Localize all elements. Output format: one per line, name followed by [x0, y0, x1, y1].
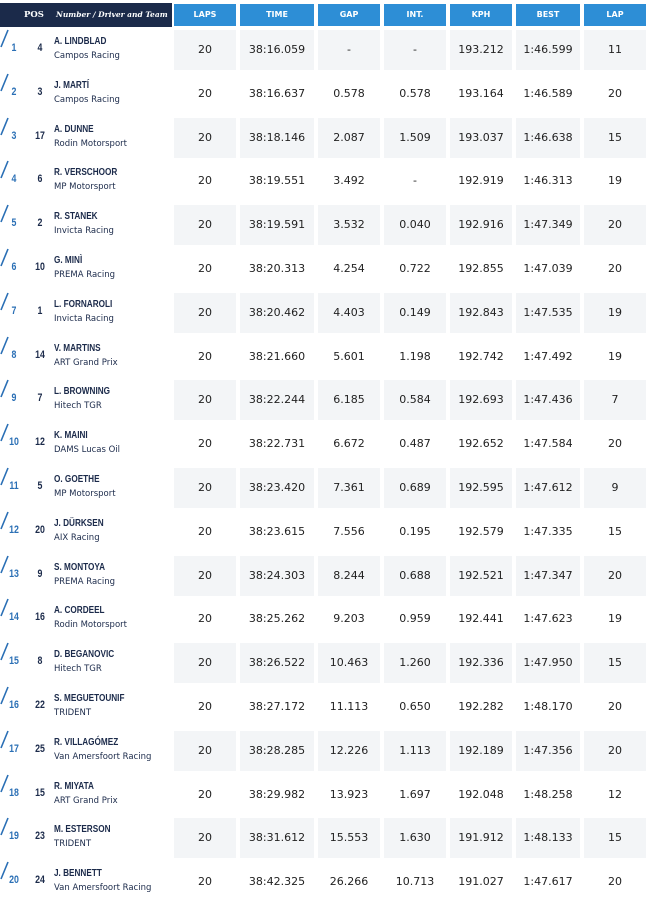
kph-cell: 192.189: [450, 731, 512, 771]
best-lap-number-cell: 20: [584, 862, 646, 902]
team-name: MP Motorsport: [54, 488, 116, 499]
car-number: 25: [35, 742, 45, 755]
interval-cell: 0.040: [384, 205, 446, 245]
position: 20: [9, 874, 19, 887]
best-lap-cell: 1:48.170: [516, 687, 580, 727]
car-number: 15: [35, 786, 45, 799]
best-lap-number-cell: 15: [584, 643, 646, 683]
car-number: 8: [37, 655, 43, 668]
car-number: 1: [37, 304, 43, 317]
laps-cell: 20: [174, 337, 236, 377]
car-number: 16: [35, 611, 45, 624]
table-row: [0, 685, 650, 729]
table-row: [0, 159, 650, 203]
best-lap-number-cell: 7: [584, 380, 646, 420]
laps-cell: 20: [174, 468, 236, 508]
position: 8: [11, 348, 17, 361]
car-number: 4: [37, 42, 43, 54]
gap-cell: 3.532: [318, 205, 380, 245]
interval-cell: 1.198: [384, 337, 446, 377]
best-lap-cell: 1:47.335: [516, 512, 580, 552]
kph-cell: 192.652: [450, 424, 512, 464]
team-name: PREMA Racing: [54, 576, 115, 587]
best-lap-number-cell: 15: [584, 818, 646, 858]
best-lap-number-cell: 20: [584, 205, 646, 245]
header-time: TIME: [240, 4, 314, 26]
interval-cell: 0.584: [384, 380, 446, 420]
car-number: 20: [35, 523, 45, 536]
driver-name: J. MARTÍ: [54, 79, 90, 91]
best-lap-cell: 1:47.347: [516, 556, 580, 596]
laps-cell: 20: [174, 775, 236, 815]
kph-cell: 192.742: [450, 337, 512, 377]
driver-name: R. STANEK: [54, 211, 98, 223]
laps-cell: 20: [174, 643, 236, 683]
gap-cell: 5.601: [318, 337, 380, 377]
driver-name: D. BEGANOVIC: [54, 649, 115, 661]
table-row: [0, 554, 650, 598]
best-lap-cell: 1:47.584: [516, 424, 580, 464]
header-lap: LAP: [584, 4, 646, 26]
best-lap-cell: 1:47.436: [516, 380, 580, 420]
time-cell: 38:29.982: [240, 775, 314, 815]
car-number: 12: [35, 436, 45, 449]
kph-cell: 191.027: [450, 862, 512, 902]
best-lap-cell: 1:47.623: [516, 599, 580, 639]
driver-name: R. MIYATA: [54, 780, 94, 792]
driver-name: L. FORNAROLI: [54, 298, 113, 310]
best-lap-number-cell: 9: [584, 468, 646, 508]
kph-cell: 192.441: [450, 599, 512, 639]
best-lap-cell: 1:47.349: [516, 205, 580, 245]
time-cell: 38:20.313: [240, 249, 314, 289]
car-number: 14: [35, 348, 45, 361]
position: 16: [9, 698, 19, 711]
position: 6: [11, 260, 17, 273]
table-row: [0, 28, 650, 72]
team-name: Hitech TGR: [54, 664, 102, 675]
team-name: Rodin Motorsport: [54, 138, 127, 149]
team-name: ART Grand Prix: [54, 795, 118, 806]
kph-cell: 193.164: [450, 74, 512, 114]
position: 13: [9, 567, 19, 580]
best-lap-number-cell: 20: [584, 556, 646, 596]
team-name: TRIDENT: [54, 707, 92, 718]
table-row: [0, 247, 650, 291]
time-cell: 38:16.059: [240, 30, 314, 70]
gap-cell: -: [318, 30, 380, 70]
driver-name: J. DÜRKSEN: [54, 517, 104, 529]
gap-cell: 13.923: [318, 775, 380, 815]
interval-cell: -: [384, 30, 446, 70]
laps-cell: 20: [174, 293, 236, 333]
laps-cell: 20: [174, 74, 236, 114]
gap-cell: 7.556: [318, 512, 380, 552]
gap-cell: 7.361: [318, 468, 380, 508]
position: 1: [11, 42, 17, 54]
interval-cell: 0.688: [384, 556, 446, 596]
header-pos: POS: [0, 3, 52, 27]
best-lap-cell: 1:46.589: [516, 74, 580, 114]
car-number: 6: [37, 173, 43, 186]
header-kph: KPH: [450, 4, 512, 26]
time-cell: 38:23.420: [240, 468, 314, 508]
car-number: 7: [37, 392, 43, 405]
position: 5: [11, 217, 17, 230]
position: 14: [9, 611, 19, 624]
gap-cell: 15.553: [318, 818, 380, 858]
best-lap-cell: 1:47.356: [516, 731, 580, 771]
gap-cell: 6.185: [318, 380, 380, 420]
interval-cell: 0.487: [384, 424, 446, 464]
interval-cell: 1.697: [384, 775, 446, 815]
best-lap-number-cell: 15: [584, 118, 646, 158]
driver-name: A. LINDBLAD: [54, 36, 107, 47]
driver-name: K. MAINI: [54, 430, 88, 442]
header-int: INT.: [384, 4, 446, 26]
position: 18: [9, 786, 19, 799]
interval-cell: 10.713: [384, 862, 446, 902]
best-lap-number-cell: 20: [584, 74, 646, 114]
time-cell: 38:18.146: [240, 118, 314, 158]
gap-cell: 3.492: [318, 161, 380, 201]
header-best: BEST: [516, 4, 580, 26]
table-row: [0, 378, 650, 422]
kph-cell: 192.595: [450, 468, 512, 508]
interval-cell: 0.689: [384, 468, 446, 508]
interval-cell: 1.260: [384, 643, 446, 683]
kph-cell: 192.916: [450, 205, 512, 245]
position: 17: [9, 742, 19, 755]
laps-cell: 20: [174, 380, 236, 420]
driver-name: V. MARTINS: [54, 342, 101, 354]
position: 11: [9, 479, 19, 492]
position: 3: [11, 129, 17, 142]
position: 12: [9, 523, 19, 536]
driver-name: A. CORDEEL: [54, 605, 105, 617]
table-row: [0, 116, 650, 160]
table-row: [0, 335, 650, 379]
laps-cell: 20: [174, 30, 236, 70]
team-name: DAMS Lucas Oil: [54, 445, 121, 456]
time-cell: 38:22.244: [240, 380, 314, 420]
team-name: Hitech TGR: [54, 401, 102, 412]
interval-cell: 0.149: [384, 293, 446, 333]
position: 9: [11, 392, 17, 405]
laps-cell: 20: [174, 599, 236, 639]
kph-cell: 192.693: [450, 380, 512, 420]
best-lap-cell: 1:46.599: [516, 30, 580, 70]
position: 15: [9, 655, 19, 668]
interval-cell: 0.195: [384, 512, 446, 552]
interval-cell: 0.959: [384, 599, 446, 639]
table-row: [0, 510, 650, 554]
team-name: AIX Racing: [54, 532, 100, 543]
driver-name: R. VILLAGÓMEZ: [54, 736, 119, 748]
position: 4: [11, 173, 17, 186]
interval-cell: 0.578: [384, 74, 446, 114]
laps-cell: 20: [174, 205, 236, 245]
kph-cell: 192.521: [450, 556, 512, 596]
position: 19: [9, 830, 19, 843]
best-lap-cell: 1:47.535: [516, 293, 580, 333]
team-name: Invicta Racing: [54, 226, 114, 237]
time-cell: 38:21.660: [240, 337, 314, 377]
driver-name: R. VERSCHOOR: [54, 167, 118, 179]
laps-cell: 20: [174, 687, 236, 727]
best-lap-cell: 1:48.133: [516, 818, 580, 858]
gap-cell: 9.203: [318, 599, 380, 639]
team-name: MP Motorsport: [54, 182, 116, 193]
gap-cell: 12.226: [318, 731, 380, 771]
gap-cell: 11.113: [318, 687, 380, 727]
time-cell: 38:19.551: [240, 161, 314, 201]
interval-cell: -: [384, 161, 446, 201]
driver-name: A. DUNNE: [54, 123, 94, 135]
driver-name: S. MONTOYA: [54, 561, 106, 573]
kph-cell: 192.919: [450, 161, 512, 201]
laps-cell: 20: [174, 118, 236, 158]
driver-name: O. GOETHE: [54, 473, 100, 485]
kph-cell: 193.212: [450, 30, 512, 70]
laps-cell: 20: [174, 161, 236, 201]
gap-cell: 10.463: [318, 643, 380, 683]
car-number: 17: [35, 129, 45, 142]
table-row: [0, 816, 650, 860]
results-table-header: [0, 0, 650, 28]
best-lap-number-cell: 20: [584, 249, 646, 289]
time-cell: 38:22.731: [240, 424, 314, 464]
best-lap-cell: 1:47.612: [516, 468, 580, 508]
car-number: 9: [37, 567, 43, 580]
results-table-body: [0, 28, 650, 904]
team-name: Campos Racing: [54, 94, 120, 105]
best-lap-cell: 1:47.950: [516, 643, 580, 683]
interval-cell: 0.650: [384, 687, 446, 727]
team-name: Invicta Racing: [54, 313, 114, 324]
kph-cell: 192.843: [450, 293, 512, 333]
driver-name: G. MINÌ: [54, 254, 83, 266]
best-lap-number-cell: 19: [584, 337, 646, 377]
best-lap-number-cell: 11: [584, 30, 646, 70]
driver-name: L. BROWNING: [54, 386, 111, 398]
laps-cell: 20: [174, 818, 236, 858]
car-number: 5: [37, 479, 43, 492]
best-lap-number-cell: 20: [584, 731, 646, 771]
position: 10: [9, 436, 19, 449]
best-lap-number-cell: 19: [584, 161, 646, 201]
car-number: 10: [35, 260, 45, 273]
time-cell: 38:16.637: [240, 74, 314, 114]
kph-cell: 192.282: [450, 687, 512, 727]
best-lap-cell: 1:47.492: [516, 337, 580, 377]
laps-cell: 20: [174, 862, 236, 902]
kph-cell: 192.579: [450, 512, 512, 552]
team-name: Rodin Motorsport: [54, 620, 127, 631]
best-lap-number-cell: 20: [584, 687, 646, 727]
best-lap-number-cell: 19: [584, 599, 646, 639]
best-lap-cell: 1:48.258: [516, 775, 580, 815]
gap-cell: 8.244: [318, 556, 380, 596]
table-row: [0, 597, 650, 641]
table-row: [0, 203, 650, 247]
kph-cell: 191.912: [450, 818, 512, 858]
best-lap-number-cell: 15: [584, 512, 646, 552]
time-cell: 38:27.172: [240, 687, 314, 727]
table-row: [0, 466, 650, 510]
time-cell: 38:24.303: [240, 556, 314, 596]
table-row: [0, 72, 650, 116]
laps-cell: 20: [174, 731, 236, 771]
driver-name: M. ESTERSON: [54, 824, 111, 836]
kph-cell: 192.855: [450, 249, 512, 289]
team-name: TRIDENT: [54, 839, 92, 850]
position: 2: [11, 85, 17, 98]
header-laps: LAPS: [174, 4, 236, 26]
best-lap-cell: 1:47.617: [516, 862, 580, 902]
table-row: [0, 773, 650, 817]
best-lap-number-cell: 19: [584, 293, 646, 333]
best-lap-number-cell: 12: [584, 775, 646, 815]
interval-cell: 1.630: [384, 818, 446, 858]
gap-cell: 4.254: [318, 249, 380, 289]
table-row: [0, 729, 650, 773]
table-row: [0, 641, 650, 685]
team-name: Van Amersfoort Racing: [54, 883, 152, 894]
driver-name: S. MEGUETOUNIF: [54, 692, 125, 704]
time-cell: 38:23.615: [240, 512, 314, 552]
position: 7: [11, 304, 17, 317]
car-number: 3: [37, 85, 43, 98]
best-lap-cell: 1:46.313: [516, 161, 580, 201]
best-lap-cell: 1:46.638: [516, 118, 580, 158]
laps-cell: 20: [174, 556, 236, 596]
table-row: [0, 860, 650, 904]
laps-cell: 20: [174, 512, 236, 552]
team-name: ART Grand Prix: [54, 357, 118, 368]
car-number: 2: [37, 217, 43, 230]
time-cell: 38:20.462: [240, 293, 314, 333]
time-cell: 38:31.612: [240, 818, 314, 858]
interval-cell: 1.113: [384, 731, 446, 771]
time-cell: 38:28.285: [240, 731, 314, 771]
team-name: Van Amersfoort Racing: [54, 751, 152, 762]
laps-cell: 20: [174, 424, 236, 464]
best-lap-cell: 1:47.039: [516, 249, 580, 289]
gap-cell: 26.266: [318, 862, 380, 902]
time-cell: 38:25.262: [240, 599, 314, 639]
laps-cell: 20: [174, 249, 236, 289]
time-cell: 38:19.591: [240, 205, 314, 245]
time-cell: 38:26.522: [240, 643, 314, 683]
car-number: 24: [35, 874, 45, 887]
car-number: 22: [35, 698, 45, 711]
header-gap: GAP: [318, 4, 380, 26]
team-name: PREMA Racing: [54, 269, 115, 280]
interval-cell: 0.722: [384, 249, 446, 289]
kph-cell: 192.048: [450, 775, 512, 815]
interval-cell: 1.509: [384, 118, 446, 158]
gap-cell: 4.403: [318, 293, 380, 333]
car-number: 23: [35, 830, 45, 843]
kph-cell: 192.336: [450, 643, 512, 683]
best-lap-number-cell: 20: [584, 424, 646, 464]
time-cell: 38:42.325: [240, 862, 314, 902]
gap-cell: 2.087: [318, 118, 380, 158]
table-row: [0, 291, 650, 335]
driver-name: J. BENNETT: [54, 868, 102, 880]
gap-cell: 0.578: [318, 74, 380, 114]
gap-cell: 6.672: [318, 424, 380, 464]
header-driver-team: Number / Driver and Team: [52, 3, 172, 27]
kph-cell: 193.037: [450, 118, 512, 158]
team-name: Campos Racing: [54, 51, 120, 61]
table-row: [0, 422, 650, 466]
